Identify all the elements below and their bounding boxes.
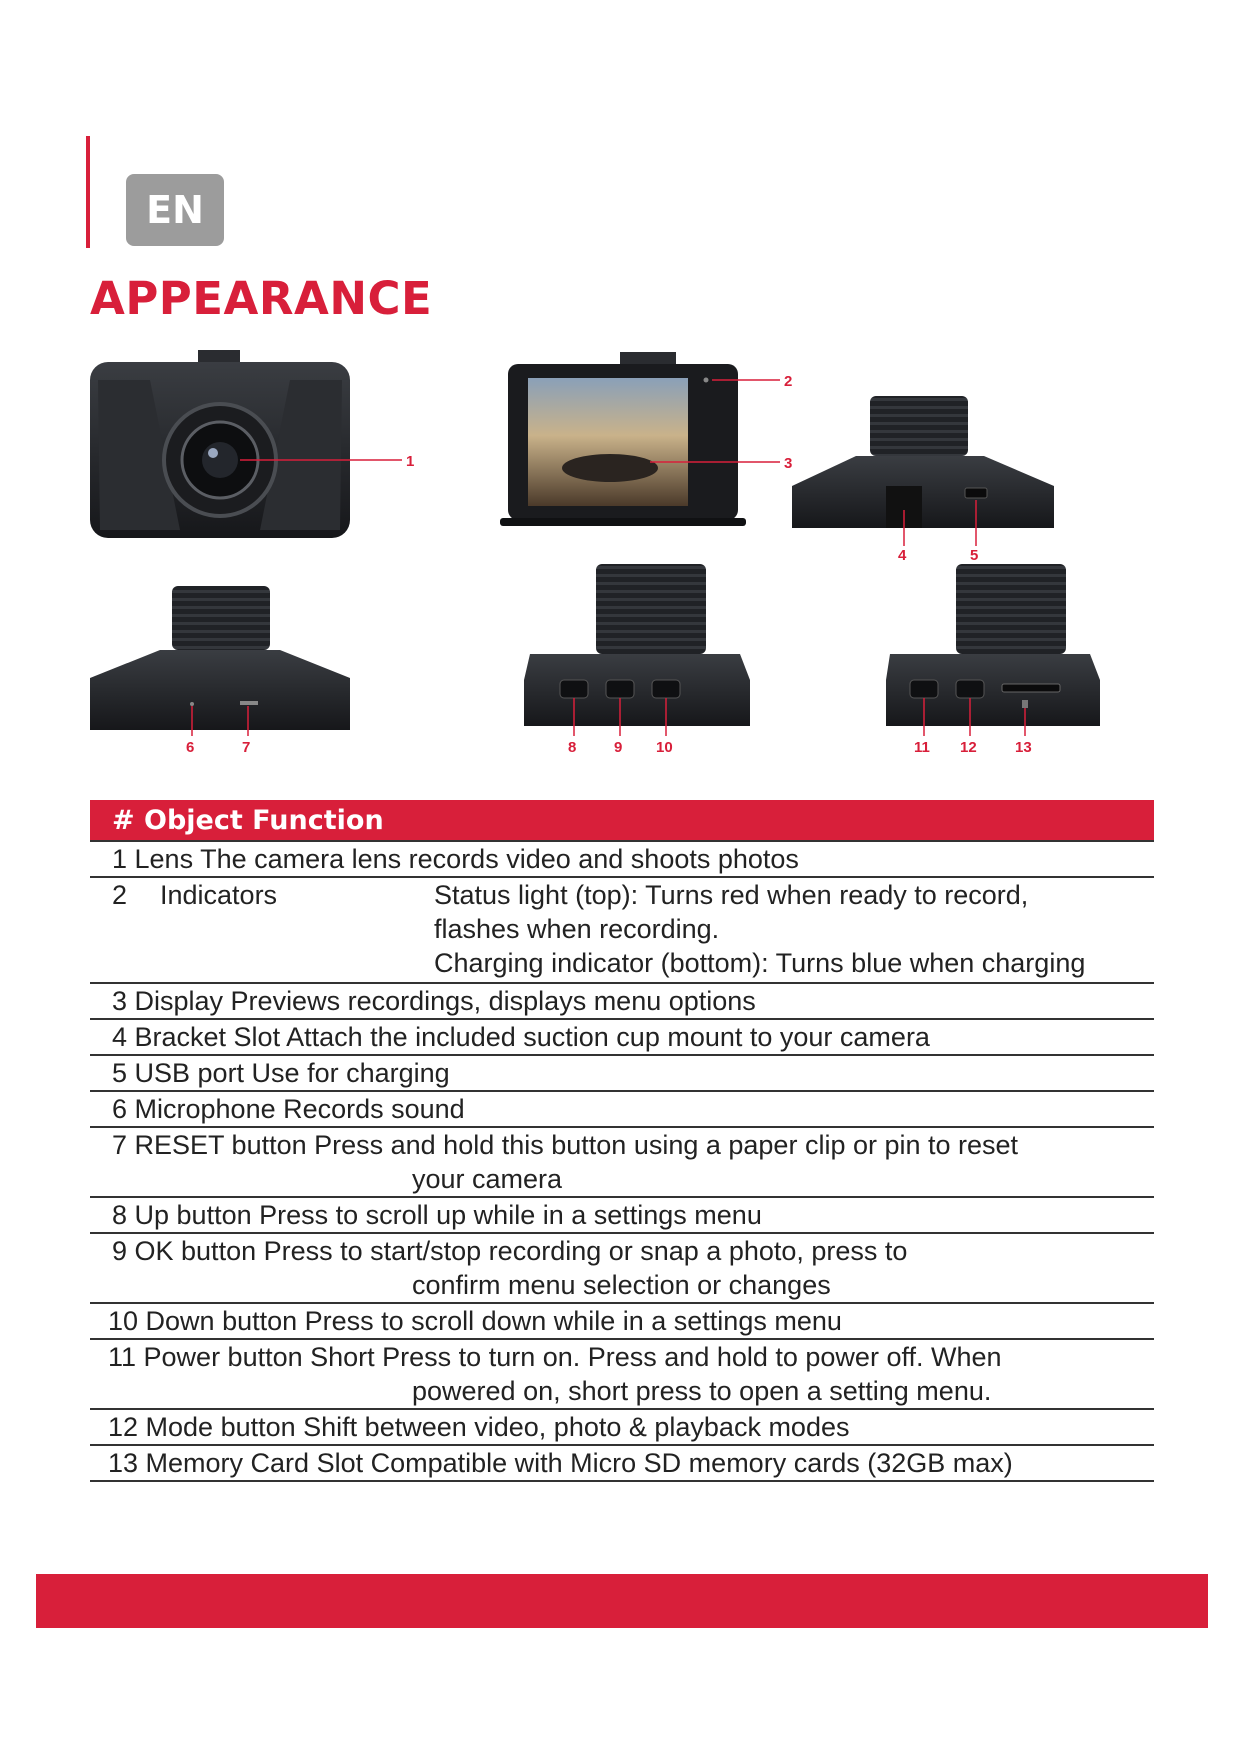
table-row: 10 Down button Press to scroll down while in a settings menu xyxy=(90,1304,1154,1340)
callout-3: 3 xyxy=(784,455,793,472)
callout-5: 5 xyxy=(970,547,979,564)
page-title: APPEARANCE xyxy=(90,272,433,325)
callout-8: 8 xyxy=(568,739,577,756)
table-row: 7 RESET button Press and hold this button using a paper clip or pin to reset your camera xyxy=(90,1128,1154,1198)
callout-1: 1 xyxy=(406,453,415,470)
callout-13: 13 xyxy=(1015,739,1032,756)
footer-bar xyxy=(36,1574,1208,1628)
camera-right-side-view xyxy=(886,564,1100,726)
table-row: 3 Display Previews recordings, displays menu options xyxy=(90,984,1154,1020)
language-badge: EN xyxy=(126,174,224,246)
callout-4: 4 xyxy=(898,547,907,564)
table-row: 2 Indicators Status light (top): Turns red when ready to record, flashes when recording. Charging indicator (bottom): Turns blue when charging xyxy=(90,878,1154,984)
camera-views-figure xyxy=(90,350,1160,780)
table-row: 5 USB port Use for charging xyxy=(90,1056,1154,1092)
callout-2: 2 xyxy=(784,373,793,390)
table-row: 6 Microphone Records sound xyxy=(90,1092,1154,1128)
callout-11: 11 xyxy=(914,739,930,756)
accent-bar xyxy=(86,136,90,248)
camera-bottom-view xyxy=(90,586,350,730)
table-row: 12 Mode button Shift between video, photo & playback modes xyxy=(90,1410,1154,1446)
table-row: 13 Memory Card Slot Compatible with Micro SD memory cards (32GB max) xyxy=(90,1446,1154,1482)
function-table xyxy=(90,800,1154,1482)
camera-back-view xyxy=(500,352,746,526)
table-row: 11 Power button Short Press to turn on. Press and hold to power off. When powered on, short press to open a setting menu. xyxy=(90,1340,1154,1410)
camera-left-side-view xyxy=(524,564,750,726)
table-row: 1 Lens The camera lens records video and shoots photos xyxy=(90,842,1154,878)
table-row: 8 Up button Press to scroll up while in a settings menu xyxy=(90,1198,1154,1234)
table-row: 4 Bracket Slot Attach the included suction cup mount to your camera xyxy=(90,1020,1154,1056)
table-header: # Object Function xyxy=(90,800,1154,842)
callout-9: 9 xyxy=(614,739,623,756)
callout-10: 10 xyxy=(656,739,673,756)
callout-6: 6 xyxy=(186,739,195,756)
callout-12: 12 xyxy=(960,739,977,756)
camera-top-view xyxy=(792,396,1054,528)
camera-front-view xyxy=(90,350,350,538)
callout-7: 7 xyxy=(242,739,251,756)
table-row: 9 OK button Press to start/stop recording or snap a photo, press to confirm menu selection or changes xyxy=(90,1234,1154,1304)
